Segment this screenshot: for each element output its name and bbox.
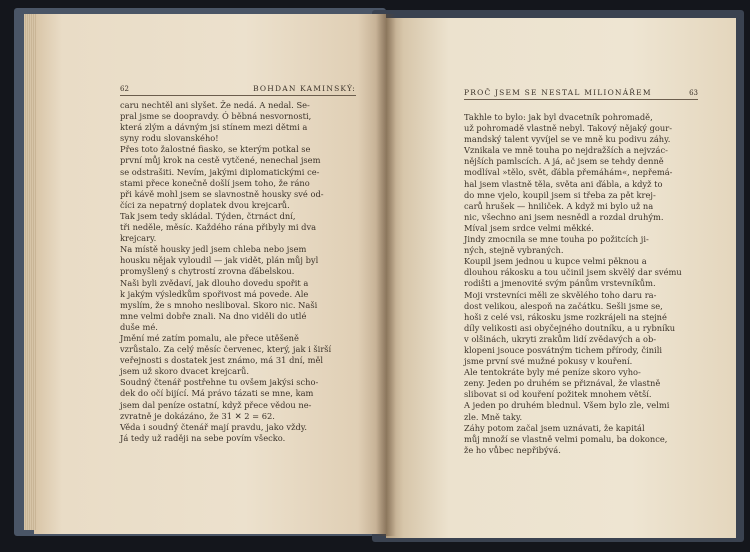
left-page <box>34 14 386 534</box>
left-page-number: 62 <box>120 85 129 93</box>
right-page-body: Takhle to bylo: jak byl dvacetník pohromadě, už pohromadě vlastně nebyl. Takový nějaký gour- mandský talent vyvíjel se ve mně ku podivu záhy. Vznikala ve mně touha po nejdražších a nejvzác- nějších pamlscích. A já, ač jsem se tehdy denně modlíval »tělo, svět, ďábla přemáhám«, nepřemá- hal jsem vlastně těla, světa ani ďábla, a když to do mne vjelo, koupil jsem si třeba za pět krej- carů hrušek — hniliček. A když mi bylo už na nic, všechno ani jsem nesnědl a rozdal druhým. Míval jsem srdce velmi měkké. Jindy zmocnila se mne touha po požitcích ji- ných, stejně vybraných. Koupil jsem jednou u kupce velmi pěknou a dlouhou rákosku a tou učinil jsem skvělý dar svému rodišti a jmenovité svým pánům vrstevníkům. Moji vrstevníci měli ze skvělého toho daru ra- dost velikou, alespoň na začátku. Sešli jsme se, hoši z celé vsi, rákosku jsme rozkrájeli na stejné díly velikosti asi obyčejného doutníku, a u rybníku v olšinách, ukryti zrakům lidí zvědavých a ob- klopeni jsouce posvátným tichem přírody, činili jsme první své mužné pokusy v kouření. Ale tentokráte byly mé peníze skoro vyho- zeny. Jeden po druhém se přiznával, že vlastně slibovat si od kouření požitek mnohem větší. A jeden po druhém blednul. Všem bylo zle, velmi zle. Mně taky. Záhy potom začal jsem uznávati, že kapitál můj množí se vlastně velmi pomalu, ba dokonce, že ho vůbec nepřibývá. <box>464 112 682 455</box>
book-gutter <box>376 14 396 536</box>
left-running-head: BOHDAN KAMINSKÝ: <box>253 84 356 93</box>
right-page-header <box>464 88 698 100</box>
right-page-number: 63 <box>689 89 698 97</box>
left-page-header <box>120 84 356 96</box>
page-edges <box>24 14 36 530</box>
left-page-body: caru nechtěl ani slyšet. Že nedá. A nedal. Se- pral jsme se doopravdy. Ó běbná nesvornosti, která zlým a dávným jsi stínem mezi dětmi a syny rodu slovanského! Přes toto žalostné fiasko, se kterým potkal se první můj krok na cestě vytčené, nenechal jsem se odstrašiti. Nevím, jakými diplomatickými ce- stami přece konečně došlí jsem toho, že ráno při kávě mohl jsem se slavnostně housky své od- číci za nepatrný doplatek dvou krejcarů. Tak jsem tedy skládal. Týden, čtrnáct dní, tři neděle, měsíc. Každého rána přibyly mi dva krejcary. Na místě housky jedl jsem chleba nebo jsem housku nějak vyloudil — jak vidět, plán můj byl promyšlený s chytrostí zrovna ďábelskou. Naši byli zvědaví, jak dlouho dovedu spořit a k jakým výsledkům spořivost má povede. Ale myslím, že s mnoho nesliboval. Skoro nic. Naši mne velmi dobře znali. Na dno viděli do utlé duše mé. Jmění mé zatím pomalu, ale přece utěšeně vzrůstalo. Za celý měsíc červenec, který, jak i širší veřejnosti s dostatek jest známo, má 31 dní, měl jsem už skoro dvacet krejcarů. Soudný čtenář postřehne tu ovšem jakýsi scho- dek do očí bijící. Má právo tázati se mne, kam jsem dal peníze ostatní, když přece vědou ne- zvratně je dokázáno, že 31 ✕ 2 = 62. Věda i soudný čtenář mají pravdu, jako vždy. Já tedy už raději na sebe povím všecko. <box>120 100 332 443</box>
right-running-head: PROČ JSEM SE NESTAL MILIONÁŘEM <box>464 88 652 97</box>
right-page <box>386 18 736 538</box>
